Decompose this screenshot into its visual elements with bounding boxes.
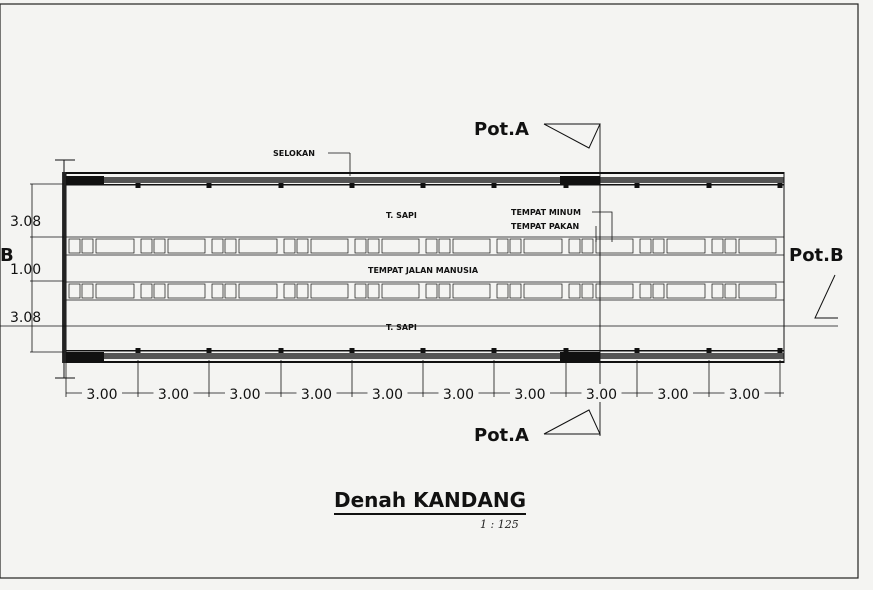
column-bottom <box>207 348 212 353</box>
drinker-box <box>653 284 664 298</box>
feeder-box <box>168 239 205 253</box>
feeder-box <box>382 239 419 253</box>
drinker-box <box>212 284 223 298</box>
horizontal-dimension-chain <box>66 360 784 403</box>
feeder-box <box>453 284 490 298</box>
feeder-box <box>239 284 277 298</box>
drinker-box <box>284 284 295 298</box>
tempat-jalan-label: TEMPAT JALAN MANUSIA <box>368 266 479 275</box>
feeder-box <box>453 239 490 253</box>
drinker-box <box>510 239 521 253</box>
drinker-box <box>368 284 379 298</box>
drinker-box <box>212 239 223 253</box>
feeder-box <box>239 239 277 253</box>
drinker-box <box>69 284 80 298</box>
drinker-box <box>154 284 165 298</box>
drinker-box <box>297 239 308 253</box>
column-bottom <box>136 348 141 353</box>
drinker-box <box>725 239 736 253</box>
pot-b-arrow <box>815 275 838 318</box>
column-top <box>707 183 712 188</box>
t-sapi-bottom-label: T. SAPI <box>386 323 417 332</box>
column-top <box>207 183 212 188</box>
drinker-box <box>426 239 437 253</box>
pot-b-right-label: Pot.B <box>789 245 844 266</box>
drinker-box <box>497 239 508 253</box>
feeder-box <box>524 284 562 298</box>
drinker-box <box>510 284 521 298</box>
dim-v-1: 3.08 <box>10 214 42 230</box>
feeder-box <box>739 284 776 298</box>
drinker-box <box>355 239 366 253</box>
drinker-box <box>82 284 93 298</box>
feeder-row-top <box>66 237 784 255</box>
dim-h: 3.00 <box>86 387 118 403</box>
drinker-box <box>69 239 80 253</box>
tempat-pakan-label: TEMPAT PAKAN <box>511 222 580 231</box>
column-top <box>136 183 141 188</box>
drinker-box <box>82 239 93 253</box>
column-bottom <box>350 348 355 353</box>
tempat-minum-label: TEMPAT MINUM <box>511 208 581 217</box>
drinker-box <box>439 239 450 253</box>
feeder-box <box>667 284 705 298</box>
drinker-box <box>355 284 366 298</box>
feeder-box <box>168 284 205 298</box>
feeder-box <box>596 239 633 253</box>
pot-b-left-label: B <box>0 245 14 266</box>
drinker-box <box>141 239 152 253</box>
title-block <box>300 488 560 531</box>
drinker-box <box>640 284 651 298</box>
dim-v-2: 1.00 <box>10 262 42 278</box>
dim-h: 3.00 <box>442 387 475 403</box>
drawing-scale: 1 : 125 <box>480 518 519 531</box>
feeder-box <box>382 284 419 298</box>
feeder-box <box>596 284 633 298</box>
feeder-box <box>739 239 776 253</box>
t-sapi-top-label: T. SAPI <box>386 211 417 220</box>
drinker-box <box>569 284 580 298</box>
feeder-box <box>667 239 705 253</box>
column-bottom <box>778 348 783 353</box>
feeder-row-bottom <box>66 282 784 300</box>
column-bottom <box>707 348 712 353</box>
dim-h: 3.00 <box>229 387 261 403</box>
feeder-box <box>524 239 562 253</box>
drinker-box <box>426 284 437 298</box>
drinker-box <box>154 239 165 253</box>
drinker-box <box>497 284 508 298</box>
drinker-box <box>640 239 651 253</box>
column-top <box>564 183 569 188</box>
drinker-box <box>439 284 450 298</box>
column-bottom <box>492 348 497 353</box>
feeder-box <box>96 239 134 253</box>
drinker-box <box>225 284 236 298</box>
feeder-box <box>311 284 348 298</box>
column-bottom <box>279 348 284 353</box>
dim-v-3: 3.08 <box>10 310 42 326</box>
column-bottom <box>421 348 426 353</box>
drinker-box <box>297 284 308 298</box>
pot-a-top-arrow <box>544 124 600 148</box>
dim-h: 3.00 <box>585 387 618 403</box>
drinker-box <box>141 284 152 298</box>
column-top <box>350 183 355 188</box>
dim-h: 3.00 <box>300 387 333 403</box>
selokan-label: SELOKAN <box>273 149 315 158</box>
drinker-box <box>582 239 593 253</box>
drinker-box <box>225 239 236 253</box>
column-top <box>279 183 284 188</box>
column-top <box>635 183 640 188</box>
drinker-box <box>712 284 723 298</box>
column-top <box>421 183 426 188</box>
drawing-title: Denah KANDANG <box>334 488 526 515</box>
dim-h: 3.00 <box>514 387 546 403</box>
drinker-box <box>653 239 664 253</box>
dim-h: 3.00 <box>157 387 190 403</box>
drinker-box <box>725 284 736 298</box>
dim-h: 3.00 <box>728 387 761 403</box>
pot-a-top-label: Pot.A <box>474 119 529 140</box>
drinker-box <box>582 284 593 298</box>
drinker-box <box>712 239 723 253</box>
drinker-box <box>569 239 580 253</box>
column-top <box>778 183 783 188</box>
drinker-box <box>284 239 295 253</box>
column-bottom <box>564 348 569 353</box>
column-bottom <box>635 348 640 353</box>
pot-a-bottom-arrow <box>544 410 600 434</box>
feeder-box <box>311 239 348 253</box>
pot-a-bottom-label: Pot.A <box>474 425 529 446</box>
column-top <box>492 183 497 188</box>
drinker-box <box>368 239 379 253</box>
dim-h: 3.00 <box>657 387 689 403</box>
feeder-box <box>96 284 134 298</box>
dim-h: 3.00 <box>371 387 404 403</box>
